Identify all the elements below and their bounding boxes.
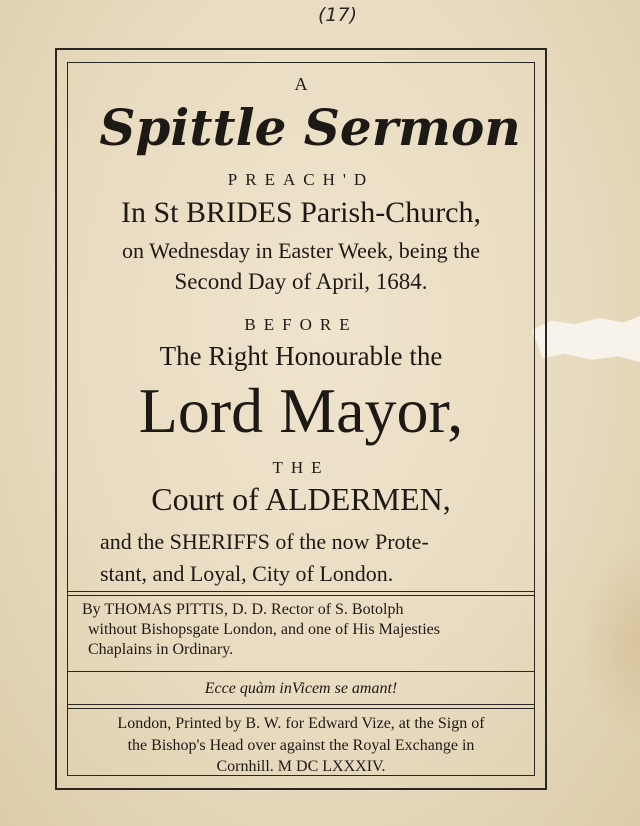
author-line-2: without Bishopsgate London, and one of His Majesties — [88, 621, 440, 638]
title-article: A — [294, 74, 308, 94]
rule-before-motto — [67, 671, 535, 672]
sheriffs-line-1: and the SHERIFFS of the now Prote- — [100, 529, 429, 554]
church-line: In St BRIDES Parish-Church, — [121, 196, 481, 229]
rule-after-dedication — [67, 591, 535, 596]
imprint-line-2: the Bishop's Head over against the Royal Exchange in — [127, 737, 475, 754]
author-line-1: By THOMAS PITTIS, D. D. Rector of S. Botolph — [82, 601, 404, 618]
rule-after-motto — [67, 704, 535, 709]
imprint-line-1: London, Printed by B. W. for Edward Vize, at the Sign of — [117, 715, 485, 732]
lord-mayor-line: Lord Mayor, — [138, 375, 464, 446]
before-line: BEFORE — [244, 315, 358, 334]
main-title: Spittle Sermon — [99, 98, 521, 157]
paper-tear — [532, 316, 640, 362]
date-line-2: Second Day of April, 1684. — [174, 269, 428, 294]
imprint-line-3: Cornhill. M DC LXXXIV. — [216, 758, 386, 775]
honourable-line: The Right Honourable the — [159, 341, 443, 371]
paper-stain — [580, 540, 640, 740]
preached-line: PREACH'D — [227, 170, 375, 189]
folio-number: (17) — [318, 4, 358, 26]
author-line-3: Chaplains in Ordinary. — [88, 641, 234, 658]
motto: Ecce quàm inVicem se amant! — [204, 680, 398, 697]
sheriffs-line-2: stant, and Loyal, City of London. — [100, 561, 394, 586]
the-line: THE — [272, 458, 330, 477]
aldermen-line: Court of ALDERMEN, — [151, 481, 451, 517]
date-line-1: on Wednesday in Easter Week, being the — [122, 238, 480, 263]
